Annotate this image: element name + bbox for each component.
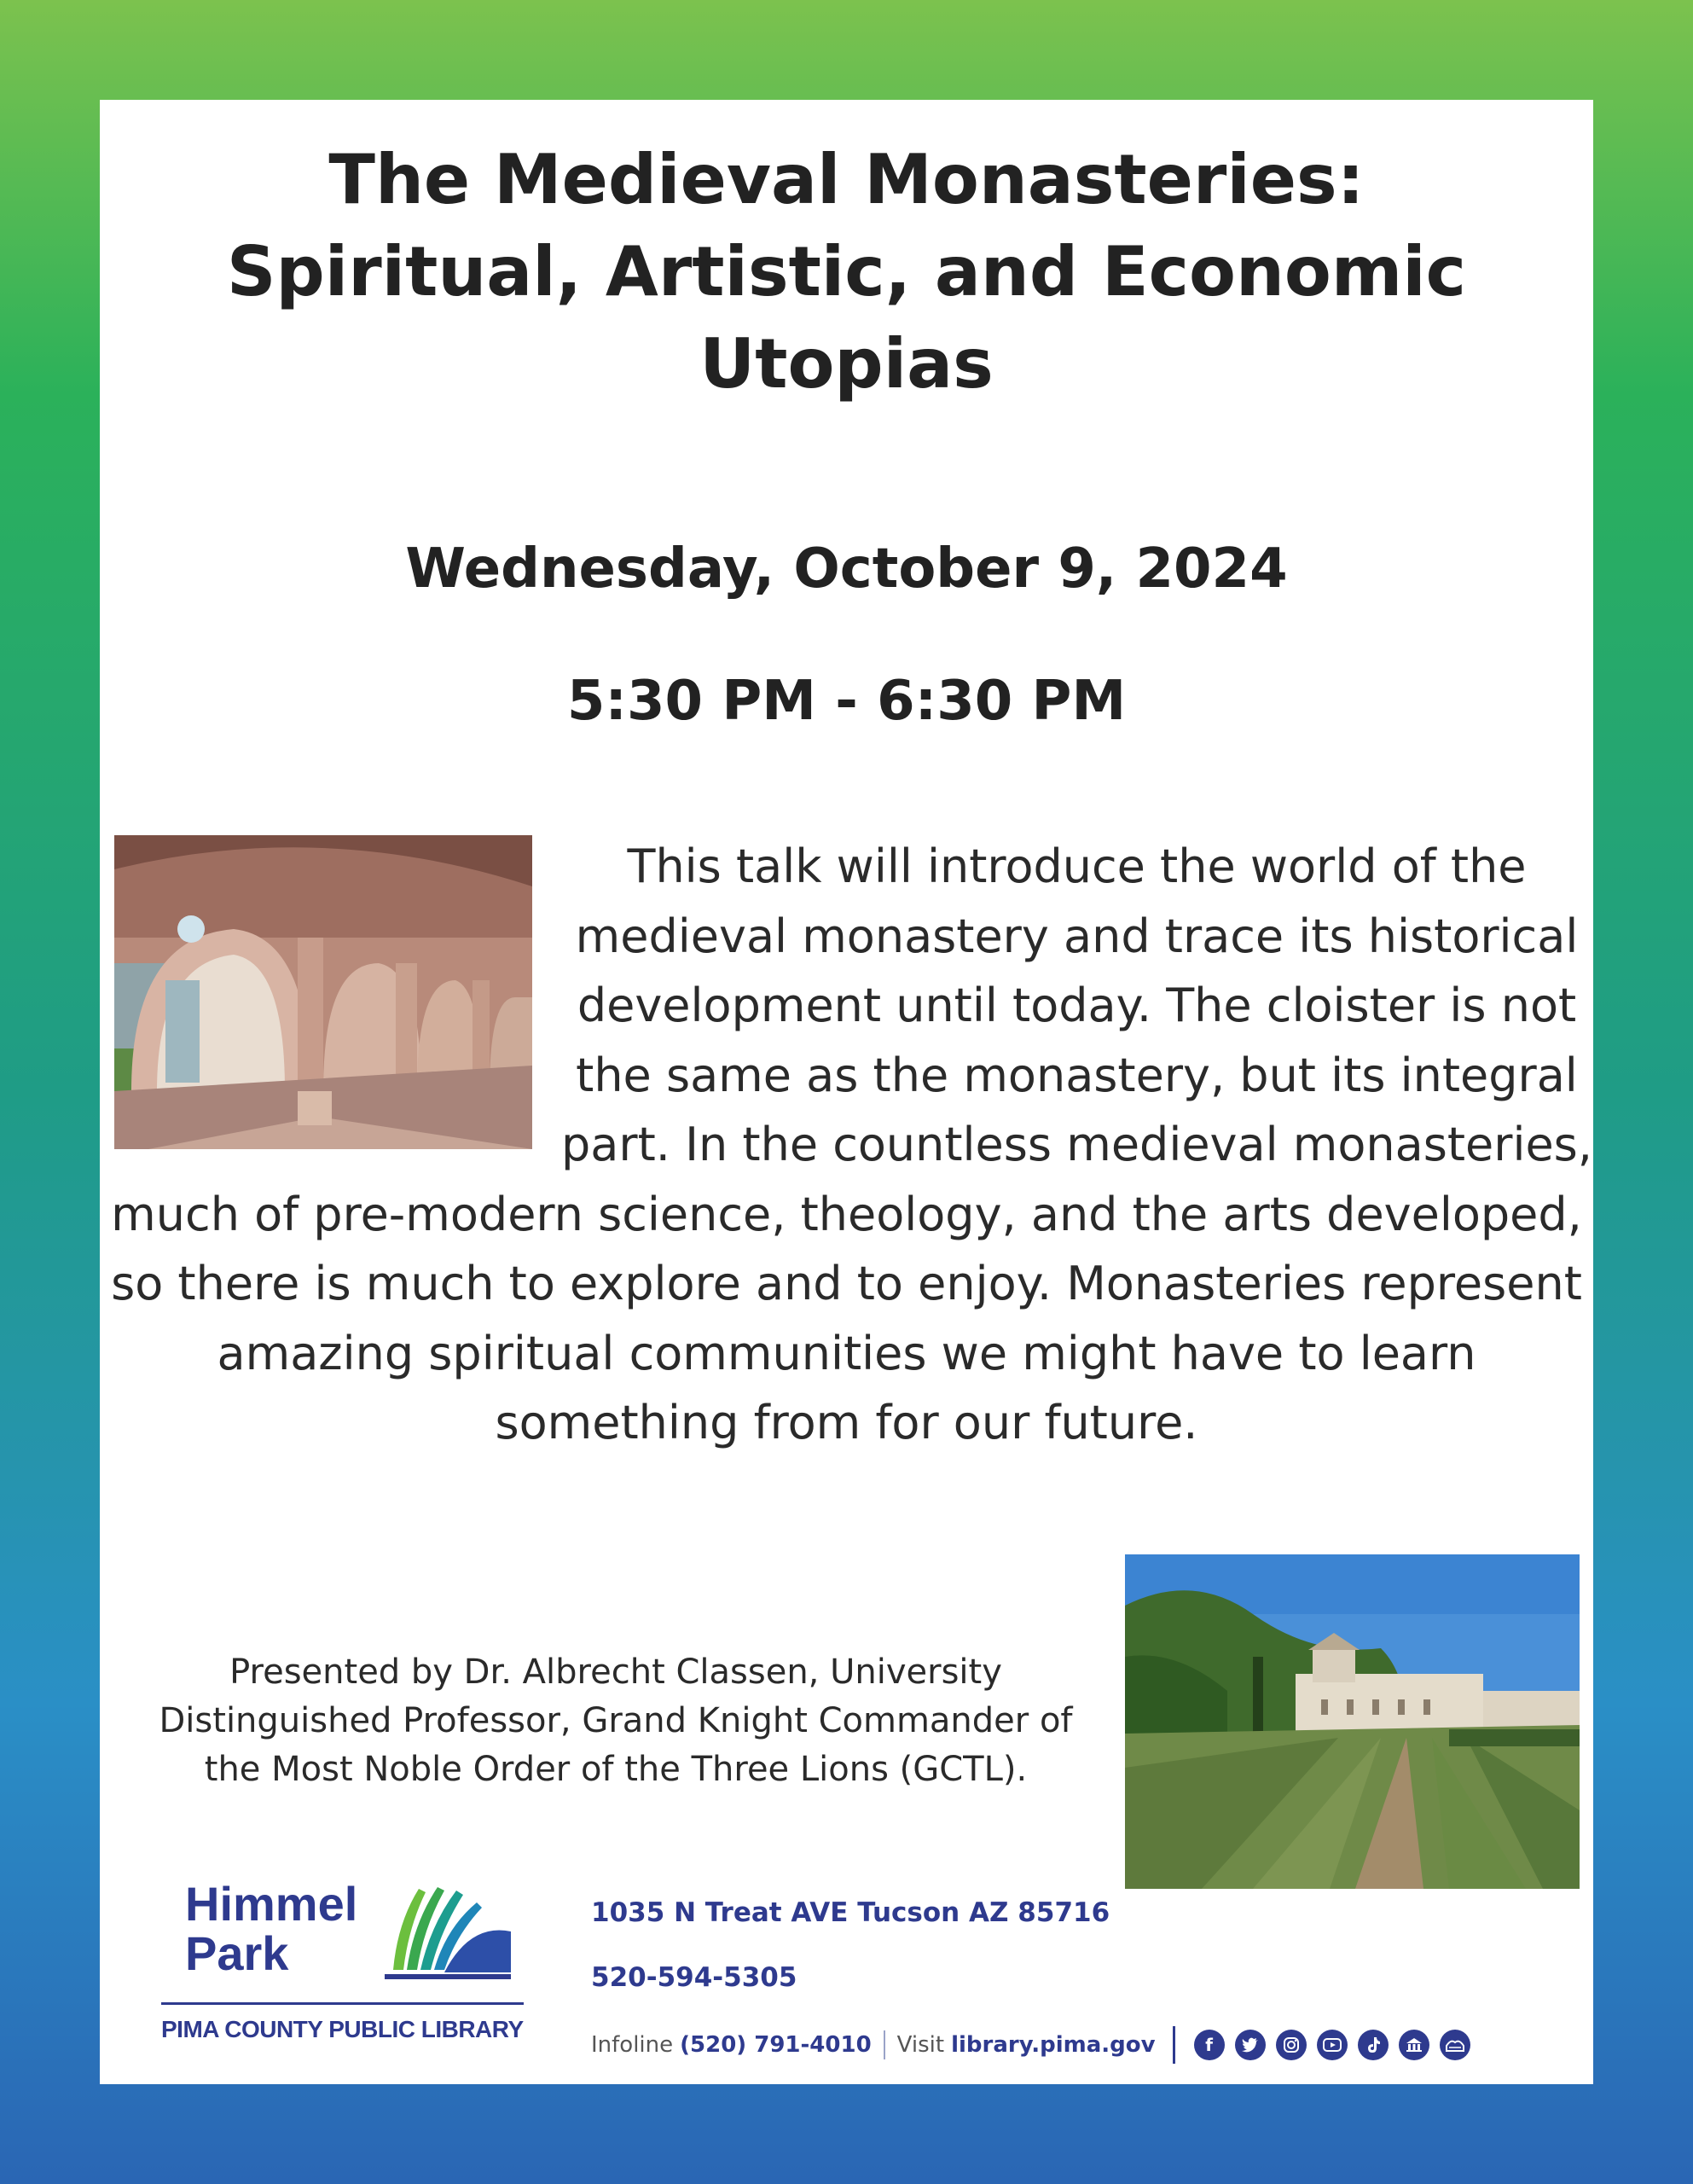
social-divider — [1173, 2026, 1175, 2064]
himmel-park-library-logo — [161, 1870, 535, 2042]
event-date: Wednesday, October 9, 2024 — [405, 537, 1288, 601]
title-line-3: Utopias — [699, 324, 994, 404]
visit-label: Visit — [896, 2032, 945, 2058]
library-system-name: PIMA COUNTY PUBLIC LIBRARY — [161, 2016, 524, 2042]
flyer-panel — [100, 100, 1593, 2084]
facebook-icon[interactable]: f — [1194, 2030, 1225, 2060]
library-building-icon[interactable] — [1399, 2030, 1429, 2060]
library-phone: 520-594-5305 — [591, 1962, 797, 1993]
logo-name-line-1: Himmel — [185, 1877, 358, 1931]
footer-divider — [884, 2030, 885, 2059]
event-title — [100, 134, 1593, 410]
title-line-1: The Medieval Monasteries: — [328, 140, 1365, 219]
youtube-icon[interactable] — [1317, 2030, 1348, 2060]
twitter-icon[interactable] — [1235, 2030, 1266, 2060]
event-time: 5:30 PM - 6:30 PM — [566, 670, 1127, 733]
cloister-arches-photo — [114, 835, 532, 1149]
library-website-link[interactable]: library.pima.gov — [951, 2032, 1156, 2058]
tiktok-icon[interactable] — [1358, 2030, 1389, 2060]
presenter-credit: Presented by Dr. Albrecht Classen, University Distinguished Professor, Grand Knight Commander of the Most Noble Order of the Three Lions (GCTL). — [159, 1653, 1073, 1789]
open-book-icon — [385, 1872, 513, 1983]
social-icons — [1194, 2030, 1470, 2060]
event-description: This talk will introduce the world of the medieval monastery and trace its historical development until today. The cloister is not the same as the monastery, but its integral part. In the countless medieval monasteries, much of pre-modern science, theology, and the arts developed, so there is much to explore and to enjoy. Monasteries represent amazing spiritual communities we might have to learn something from for our future. — [111, 839, 1592, 1449]
logo-name-line-2: Park — [185, 1926, 289, 1980]
logo-wordmark — [185, 1877, 358, 1980]
infoline-label: Infoline — [591, 2032, 674, 2058]
infoline-number[interactable]: (520) 791-4010 — [680, 2032, 872, 2058]
library-address: 1035 N Treat AVE Tucson AZ 85716 — [591, 1897, 1110, 1928]
newsletter-icon[interactable] — [1440, 2030, 1470, 2060]
title-line-2: Spiritual, Artistic, and Economic — [226, 232, 1467, 311]
logo-divider — [161, 2002, 524, 2005]
abbey-lavender-field-photo — [1125, 1554, 1580, 1889]
footer-contact-row — [591, 2026, 1470, 2064]
instagram-icon[interactable] — [1276, 2030, 1307, 2060]
